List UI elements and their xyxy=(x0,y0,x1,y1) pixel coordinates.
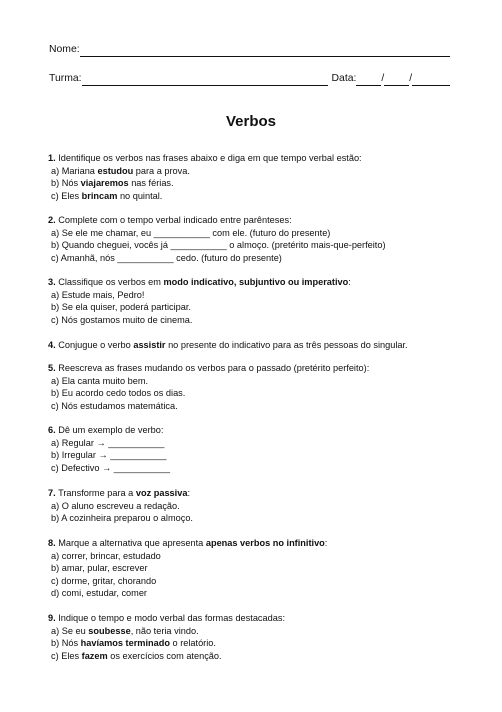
question-text: Marque a alternativa que apresenta xyxy=(58,538,206,548)
item-text: b) Nós xyxy=(51,638,81,649)
item-text: b) A cozinheira preparou o almoço. xyxy=(51,513,193,524)
date-separator: / xyxy=(381,73,385,84)
question-text: Classifique os verbos em xyxy=(58,277,164,287)
question-item xyxy=(48,289,462,302)
question-item xyxy=(48,500,462,513)
item-text: , não teria vindo. xyxy=(130,625,199,636)
item-highlight: viajaremos xyxy=(80,178,129,189)
question-item xyxy=(48,587,462,600)
question-item xyxy=(48,177,462,190)
item-text: c) Nós estudamos matemática. xyxy=(51,400,178,411)
question-item xyxy=(48,190,462,203)
item-text: b) Irregular → ___________ xyxy=(51,450,167,461)
question-item xyxy=(48,462,462,475)
item-highlight: fazem xyxy=(81,650,108,661)
question-emphasis: voz passiva xyxy=(135,488,188,498)
date-label: Data: xyxy=(331,73,357,84)
item-text: b) Nós xyxy=(51,178,81,189)
item-highlight: soubesse xyxy=(88,625,131,636)
name-field-line[interactable] xyxy=(80,46,450,57)
question-item xyxy=(48,165,462,178)
question-item xyxy=(48,512,462,525)
question-item xyxy=(48,575,462,588)
question-stem xyxy=(48,424,462,437)
item-text: c) Nós gostamos muito de cinema. xyxy=(51,314,193,325)
date-year-line[interactable] xyxy=(412,75,450,86)
item-text: b) amar, pular, escrever xyxy=(51,563,148,574)
question-text: Transforme para a xyxy=(58,488,136,498)
question-number: 9. xyxy=(48,613,56,623)
question-item xyxy=(48,400,462,413)
item-text: para a prova. xyxy=(133,165,190,176)
question-text: Reescreva as frases mudando os verbos para o passado (pretérito perfeito): xyxy=(58,363,370,373)
question-stem xyxy=(48,487,462,500)
question-number: 4. xyxy=(48,340,56,350)
item-text: os exercícios com atenção. xyxy=(107,650,222,661)
question-number: 6. xyxy=(48,425,56,435)
question-1 xyxy=(48,152,462,202)
question-3 xyxy=(48,276,462,326)
question-item xyxy=(48,227,462,240)
item-text: a) Se ele me chamar, eu ___________ com ele. (futuro do presente) xyxy=(51,227,331,238)
item-text: a) Ela canta muito bem. xyxy=(51,375,149,386)
item-text: d) comi, estudar, comer xyxy=(51,588,147,599)
question-item xyxy=(48,449,462,462)
question-text: no presente do indicativo para as três pessoas do singular. xyxy=(165,340,408,350)
question-number: 2. xyxy=(48,215,56,225)
question-6 xyxy=(48,424,462,474)
date-day-line[interactable] xyxy=(356,75,381,86)
question-item xyxy=(48,562,462,575)
question-number: 7. xyxy=(48,488,56,498)
question-item xyxy=(48,314,462,327)
item-text: nas férias. xyxy=(128,178,174,189)
page-title: Verbos xyxy=(225,113,277,130)
name-row xyxy=(49,44,450,57)
item-text: a) Estude mais, Pedro! xyxy=(51,289,145,300)
question-stem xyxy=(48,339,462,352)
item-text: b) Eu acordo cedo todos os dias. xyxy=(51,388,186,399)
question-stem xyxy=(48,537,462,550)
question-text: Indique o tempo e modo verbal das formas destacadas: xyxy=(58,613,285,623)
item-text: a) Regular → ___________ xyxy=(51,437,165,448)
date-separator: / xyxy=(409,73,413,84)
question-stem xyxy=(48,362,462,375)
question-text: Complete com o tempo verbal indicado entre parênteses: xyxy=(58,215,292,225)
question-item xyxy=(48,550,462,563)
date-month-line[interactable] xyxy=(384,75,409,86)
question-text: : xyxy=(187,488,191,498)
question-number: 5. xyxy=(48,363,56,373)
name-label: Nome: xyxy=(49,44,80,55)
item-text: c) Defectivo → ___________ xyxy=(51,462,171,473)
question-number: 1. xyxy=(48,153,56,163)
class-field-line[interactable] xyxy=(82,75,328,86)
item-text: c) Eles xyxy=(51,190,82,201)
item-text: c) Amanhã, nós ___________ cedo. (futuro do presente) xyxy=(51,252,282,263)
question-stem xyxy=(48,152,462,165)
question-text: Conjugue o verbo xyxy=(58,340,134,350)
item-highlight: havíamos terminado xyxy=(80,638,170,649)
question-8 xyxy=(48,537,462,600)
class-date-row xyxy=(49,73,450,86)
question-item xyxy=(48,637,462,650)
item-text: a) Se eu xyxy=(51,625,89,636)
question-text: Identifique os verbos nas frases abaixo e diga em que tempo verbal estão: xyxy=(58,153,362,163)
question-item xyxy=(48,301,462,314)
question-item xyxy=(48,375,462,388)
class-label: Turma: xyxy=(49,73,82,84)
question-9 xyxy=(48,612,462,662)
item-text: a) O aluno escreveu a redação. xyxy=(51,500,180,511)
question-item xyxy=(48,252,462,265)
question-stem xyxy=(48,276,462,289)
question-item xyxy=(48,437,462,450)
question-item xyxy=(48,387,462,400)
question-text: Dê um exemplo de verbo: xyxy=(58,425,164,435)
question-emphasis: apenas verbos no infinitivo xyxy=(205,538,325,548)
item-highlight: brincam xyxy=(81,190,118,201)
question-text: : xyxy=(324,538,328,548)
item-text: c) Eles xyxy=(51,650,82,661)
question-item xyxy=(48,625,462,638)
question-item xyxy=(48,239,462,252)
item-text: no quintal. xyxy=(117,190,163,201)
item-text: c) dorme, gritar, chorando xyxy=(51,575,157,586)
question-4 xyxy=(48,339,462,352)
question-number: 3. xyxy=(48,277,56,287)
item-highlight: estudou xyxy=(97,165,134,176)
question-item xyxy=(48,650,462,663)
question-emphasis: modo indicativo, subjuntivo ou imperativo xyxy=(163,277,349,287)
item-text: a) Mariana xyxy=(51,165,98,176)
question-2 xyxy=(48,214,462,264)
question-5 xyxy=(48,362,462,412)
question-stem xyxy=(48,214,462,227)
item-text: o relatório. xyxy=(169,638,216,649)
item-text: b) Quando cheguei, vocês já ___________ o almoço. (pretérito mais-que-perfeito) xyxy=(51,240,386,251)
question-7 xyxy=(48,487,462,525)
question-stem xyxy=(48,612,462,625)
question-number: 8. xyxy=(48,538,56,548)
item-text: a) correr, brincar, estudado xyxy=(51,550,161,561)
question-text: : xyxy=(348,277,351,287)
item-text: b) Se ela quiser, poderá participar. xyxy=(51,302,191,313)
question-emphasis: assistir xyxy=(133,340,166,350)
